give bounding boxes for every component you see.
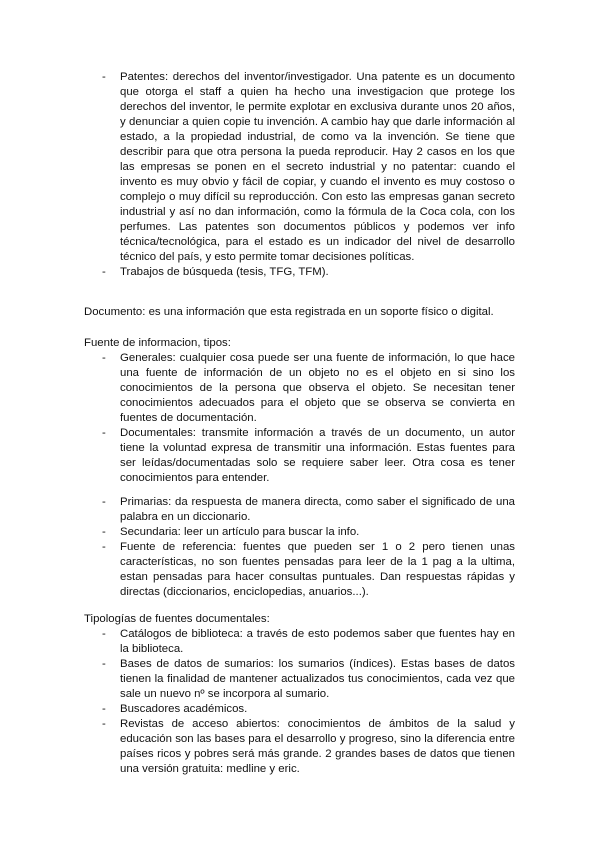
bullet-dash: - <box>102 718 106 730</box>
bullet-dash: - <box>102 71 106 83</box>
list-item-text: Generales: cualquier cosa puede ser una fuente de información, lo que hace una fuente de información de un objeto no es el objeto en si sino los conocimientos de la persona que observa el objeto. Se necesitan tener conocimientos adecuados para el objeto que se observa se convierta en fuentes de documentación. <box>120 352 515 424</box>
bullet-dash: - <box>102 496 106 508</box>
list-item-text: Patentes: derechos del inventor/investigador. Una patente es un documento que otorga el staff a quien ha hecho una investigacion que protege los derechos del inventor, le permite explotar en exclusiva durante unos 20 años, y denunciar a quien copie tu invención. A cambio hay que darle información al estado, a la propiedad industrial, de como va la invención. Se tiene que describir para que otra persona la pueda reproducir. Hay 2 casos en los que las empresas se ponen en el secreto industrial y no patentar: cuando el invento es muy obvio y fácil de copiar, y cuando el invento es muy costoso o complejo o muy difícil su reproducción. Con esto las empresas ganan secreto industrial y así no dan información, como la fórmula de la Coca cola, con los perfumes. Las patentes son documentos públicos y podemos ver info técnica/tecnológica, para el estado es un indicador del nivel de desarrollo técnico del país, y esto permite tomar decisiones políticas. <box>120 71 515 263</box>
list-item-text: Buscadores académicos. <box>120 703 248 715</box>
list-item-catalogos <box>102 627 515 657</box>
list-item-text: Bases de datos de sumarios: los sumarios (índices). Estas bases de datos tienen la finalidad de mantener actualizados tus conocimientos, cada vez que sale un nuevo nº se incorpora al sumario. <box>120 658 515 700</box>
list-item-primarias <box>102 495 515 525</box>
bullet-dash: - <box>102 427 106 439</box>
list-item-text: Catálogos de biblioteca: a través de esto podemos saber que fuentes hay en la biblioteca. <box>120 628 515 655</box>
bullet-dash: - <box>102 541 106 553</box>
list-item-revistas <box>102 717 515 777</box>
list-item-buscadores <box>102 702 515 717</box>
bullet-dash: - <box>102 526 106 538</box>
list-item-trabajos <box>102 265 515 280</box>
list-item-text: Secundaria: leer un artículo para buscar la info. <box>120 526 360 538</box>
bullet-dash: - <box>102 703 106 715</box>
fuente-types-list <box>102 351 515 486</box>
bullet-dash: - <box>102 628 106 640</box>
list-item-patentes <box>102 70 515 265</box>
fuente-heading: Fuente de informacion, tipos: <box>84 337 231 349</box>
patentes-list <box>102 70 515 280</box>
documento-definition: Documento: es una información que esta registrada en un soporte físico o digital. <box>84 306 494 318</box>
list-item-secundaria <box>102 525 515 540</box>
bullet-dash: - <box>102 658 106 670</box>
bullet-dash: - <box>102 266 106 278</box>
bullet-dash: - <box>102 352 106 364</box>
tipologias-list <box>102 627 515 777</box>
list-item-text: Documentales: transmite información a través de un documento, un autor tiene la voluntad expresa de transmitir una información. Estas fuentes para ser leídas/documentadas solo se requiere saber leer. Otra cosa es tener conocimientos para entender. <box>120 427 515 484</box>
list-item-bases-datos <box>102 657 515 702</box>
list-item-referencia <box>102 540 515 600</box>
list-item-text: Revistas de acceso abiertos: conocimientos de ámbitos de la salud y educación son las bases para el desarrollo y progreso, sino la diferencia entre países ricos y pobres será más grande. 2 grandes bases de datos que tienen una versión gratuita: medline y eric. <box>120 718 515 775</box>
list-item-generales <box>102 351 515 426</box>
fuente-levels-list <box>102 495 515 600</box>
list-item-text: Trabajos de búsqueda (tesis, TFG, TFM). <box>120 266 329 278</box>
list-item-documentales <box>102 426 515 486</box>
list-item-text: Fuente de referencia: fuentes que pueden ser 1 o 2 pero tienen unas características, no son fuentes pensadas para leer de la 1 pag a la ultima, estan pensadas para hacer consultas puntuales. Dan respuestas rápidas y directas (diccionarios, enciclopedias, anuarios...). <box>120 541 515 598</box>
tipologias-heading: Tipologías de fuentes documentales: <box>84 613 270 625</box>
list-item-text: Primarias: da respuesta de manera directa, como saber el significado de una palabra en un diccionario. <box>120 496 515 523</box>
